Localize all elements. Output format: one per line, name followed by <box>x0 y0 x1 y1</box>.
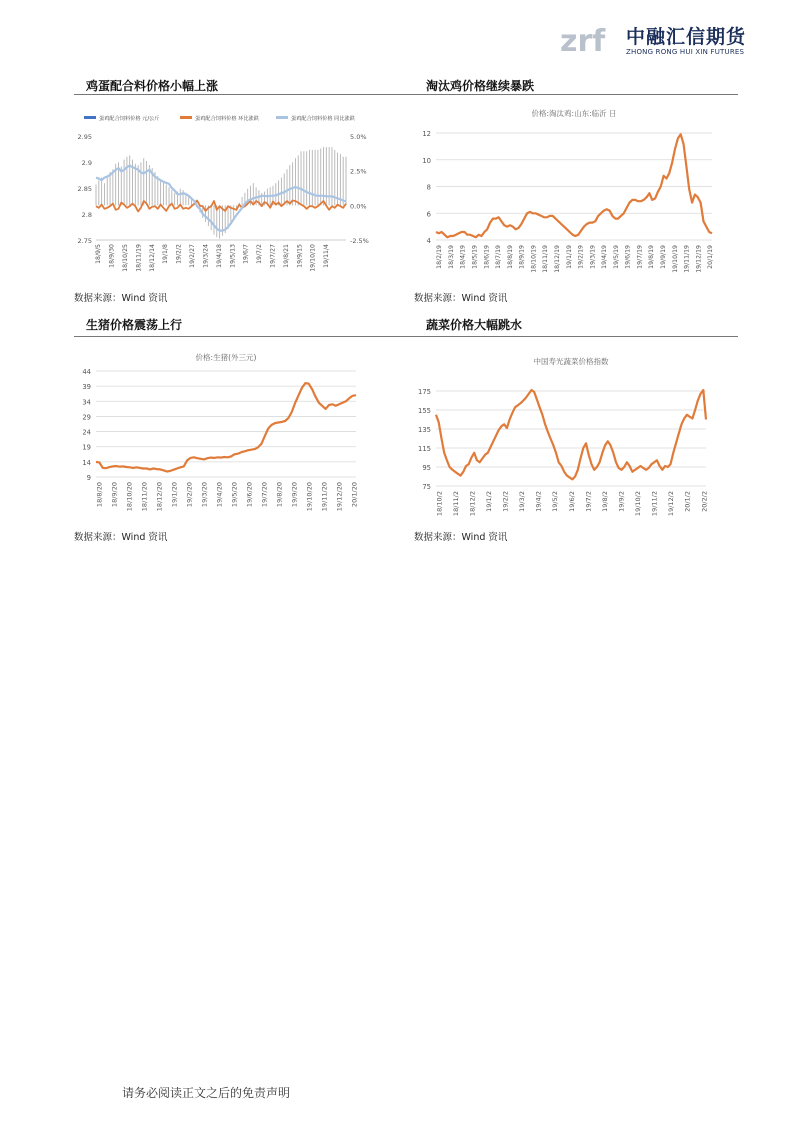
series-line <box>436 390 706 479</box>
x-tick-label: 19/3/19 <box>589 245 597 269</box>
legend-label: 蛋鸡配合饲料价格 同比涨跌 <box>291 116 355 122</box>
x-tick-label: 19/1/2 <box>484 491 493 512</box>
y-tick-label: 115 <box>418 445 431 453</box>
y-tick-label: 14 <box>82 458 91 467</box>
x-tick-label: 19/1/19 <box>565 245 573 269</box>
x-tick-label: 19/12/19 <box>695 245 703 273</box>
y-tick-label: 9 <box>86 474 91 482</box>
y-tick-label: 2.5% <box>350 167 367 176</box>
x-tick-label: 19/11/19 <box>683 245 691 273</box>
logo-mark-text: zrf <box>560 24 606 59</box>
x-tick-label: 19/12/2 <box>667 491 676 517</box>
y-tick-label: 155 <box>418 407 431 415</box>
y-tick-label: 2.9 <box>81 159 92 167</box>
x-tick-label: 18/7/19 <box>495 245 503 269</box>
x-tick-label: 19/4/19 <box>601 245 609 269</box>
hog-price-chart <box>74 346 374 526</box>
x-tick-label: 18/9/5 <box>95 244 103 264</box>
y-tick-label: 4 <box>426 237 431 245</box>
legend-label: 蛋鸡配合饲料价格 元/公斤 <box>99 116 160 122</box>
x-tick-label: 20/1/2 <box>683 491 692 512</box>
x-tick-label: 18/6/19 <box>483 245 491 269</box>
panel-title-hog: 生猪价格震荡上行 <box>86 318 183 332</box>
chart-title: 中国寿光蔬菜价格指数 <box>533 357 609 366</box>
x-tick-label: 18/9/19 <box>518 245 526 269</box>
series-line-yoy <box>96 166 346 231</box>
x-tick-label: 18/12/19 <box>553 245 561 273</box>
x-tick-label: 18/4/19 <box>459 245 467 269</box>
x-tick-label: 19/9/15 <box>296 244 304 268</box>
x-tick-label: 18/10/19 <box>530 245 538 273</box>
x-tick-label: 19/1/20 <box>170 482 179 508</box>
x-tick-label: 19/7/2 <box>256 244 264 264</box>
x-tick-label: 19/2/27 <box>189 244 197 268</box>
y-tick-label: 135 <box>418 426 431 434</box>
x-tick-label: 20/1/19 <box>707 245 715 269</box>
x-tick-label: 19/2/2 <box>501 491 510 512</box>
x-tick-label: 19/9/19 <box>660 245 668 269</box>
x-tick-label: 18/3/19 <box>447 245 455 269</box>
feed-price-chart <box>74 104 374 284</box>
company-name-en: ZHONG RONG HUI XIN FUTURES <box>626 48 745 56</box>
y-tick-label: 19 <box>82 443 91 452</box>
x-tick-label: 18/11/2 <box>451 491 460 517</box>
legend-swatch <box>84 116 96 119</box>
x-tick-label: 19/4/18 <box>215 244 223 268</box>
x-tick-label: 19/8/20 <box>275 482 284 508</box>
chart-title: 价格:生猪(外三元) <box>195 353 257 362</box>
y-tick-label: 2.8 <box>81 211 92 219</box>
y-tick-label: 95 <box>422 464 431 472</box>
disclaimer-footer: 请务必阅读正文之后的免责声明 <box>122 1086 291 1100</box>
x-tick-label: 19/5/19 <box>612 245 620 269</box>
y-tick-label: 44 <box>82 368 91 376</box>
x-tick-label: 19/3/24 <box>202 244 210 268</box>
y-tick-label: 29 <box>82 413 91 422</box>
vegetable-index-chart <box>414 346 724 526</box>
legend-swatch <box>276 116 288 119</box>
x-tick-label: 19/6/20 <box>245 482 254 508</box>
x-tick-label: 18/10/20 <box>125 482 134 512</box>
x-tick-label: 19/5/2 <box>551 491 560 512</box>
y-tick-label: 8 <box>426 183 431 192</box>
culled-hen-price-chart <box>414 104 724 284</box>
x-tick-label: 19/10/10 <box>309 244 317 272</box>
y-tick-label: 34 <box>82 398 91 407</box>
x-tick-label: 19/2/20 <box>185 482 194 508</box>
divider-top <box>74 94 738 95</box>
x-tick-label: 20/1/20 <box>350 482 359 508</box>
series-line-mom <box>96 201 346 212</box>
zrf-logo-icon <box>560 20 622 60</box>
company-logo <box>560 18 760 62</box>
x-tick-label: 19/5/13 <box>229 244 237 268</box>
x-tick-label: 19/11/2 <box>650 491 659 517</box>
panel-title-feed: 鸡蛋配合料价格小幅上涨 <box>86 79 219 93</box>
divider-middle <box>74 336 738 337</box>
x-tick-label: 19/9/2 <box>617 491 626 512</box>
y-tick-label: 10 <box>422 156 431 165</box>
x-tick-label: 19/3/2 <box>518 491 527 512</box>
x-tick-label: 18/5/19 <box>471 245 479 269</box>
x-tick-label: 19/1/8 <box>162 244 170 264</box>
x-tick-label: 19/7/20 <box>260 482 269 508</box>
x-tick-label: 18/2/19 <box>436 245 444 269</box>
y-tick-label: 6 <box>426 210 431 219</box>
x-tick-label: 19/10/19 <box>671 245 679 273</box>
x-tick-label: 19/6/7 <box>242 244 250 264</box>
y-tick-label: 75 <box>422 483 431 491</box>
x-tick-label: 18/12/14 <box>148 244 156 272</box>
source-note-vegetable: 数据来源：Wind 资讯 <box>414 532 508 543</box>
x-tick-label: 18/12/2 <box>468 491 477 517</box>
x-tick-label: 19/7/19 <box>636 245 644 269</box>
series-line <box>96 383 356 471</box>
x-tick-label: 19/5/20 <box>230 482 239 508</box>
x-tick-label: 19/8/2 <box>600 491 609 512</box>
x-tick-label: 18/11/20 <box>140 482 149 512</box>
x-tick-label: 18/8/19 <box>506 245 514 269</box>
x-tick-label: 19/7/27 <box>269 244 277 268</box>
x-tick-label: 20/2/2 <box>700 491 709 512</box>
x-tick-label: 19/12/20 <box>335 482 344 512</box>
y-tick-label: 2.95 <box>77 133 92 141</box>
x-tick-label: 19/9/20 <box>290 482 299 508</box>
x-tick-label: 18/10/2 <box>435 491 444 517</box>
source-note-hog: 数据来源：Wind 资讯 <box>74 532 168 543</box>
y-tick-label: 0.0% <box>350 202 367 211</box>
x-tick-label: 19/2/2 <box>175 244 183 264</box>
x-tick-label: 19/6/2 <box>567 491 576 512</box>
y-tick-label: 5.0% <box>350 133 367 141</box>
x-tick-label: 19/8/19 <box>648 245 656 269</box>
y-tick-label: 2.75 <box>77 237 92 245</box>
chart-title: 价格:淘汰鸡:山东:临沂 日 <box>531 109 617 118</box>
x-tick-label: 18/11/19 <box>542 245 550 273</box>
y-tick-label: 2.85 <box>77 185 92 193</box>
panel-title-culled-hen: 淘汰鸡价格继续暴跌 <box>426 79 535 93</box>
x-tick-label: 19/4/20 <box>215 482 224 508</box>
x-tick-label: 18/9/30 <box>108 244 116 268</box>
x-tick-label: 18/9/20 <box>110 482 119 508</box>
x-tick-label: 18/8/20 <box>95 482 104 508</box>
x-tick-label: 19/8/21 <box>282 244 290 268</box>
company-name-cn: 中融汇信期货 <box>626 26 747 48</box>
x-tick-label: 19/4/2 <box>534 491 543 512</box>
legend-label: 蛋鸡配合饲料价格 环比涨跌 <box>195 116 259 122</box>
y-tick-label: 39 <box>82 383 91 392</box>
source-note-feed: 数据来源：Wind 资讯 <box>74 293 168 304</box>
source-note-culled-hen: 数据来源：Wind 资讯 <box>414 293 508 304</box>
x-tick-label: 19/3/20 <box>200 482 209 508</box>
y-tick-label: 175 <box>418 388 431 396</box>
legend-swatch <box>180 116 192 119</box>
panel-title-vegetable: 蔬菜价格大幅跳水 <box>426 318 523 332</box>
x-tick-label: 19/2/19 <box>577 245 585 269</box>
x-tick-label: 18/11/19 <box>135 244 143 272</box>
x-tick-label: 18/10/25 <box>121 244 129 272</box>
series-line <box>436 134 712 237</box>
y-tick-label: 24 <box>82 428 91 437</box>
x-tick-label: 18/12/20 <box>155 482 164 512</box>
x-tick-label: 19/11/20 <box>320 482 329 512</box>
x-tick-label: 19/6/19 <box>624 245 632 269</box>
x-tick-label: 19/10/20 <box>305 482 314 512</box>
y-tick-label: 12 <box>422 130 431 138</box>
x-tick-label: 19/7/2 <box>584 491 593 512</box>
y-tick-label: -2.5% <box>350 237 369 245</box>
x-tick-label: 19/10/2 <box>634 491 643 517</box>
x-tick-label: 19/11/4 <box>323 244 331 268</box>
